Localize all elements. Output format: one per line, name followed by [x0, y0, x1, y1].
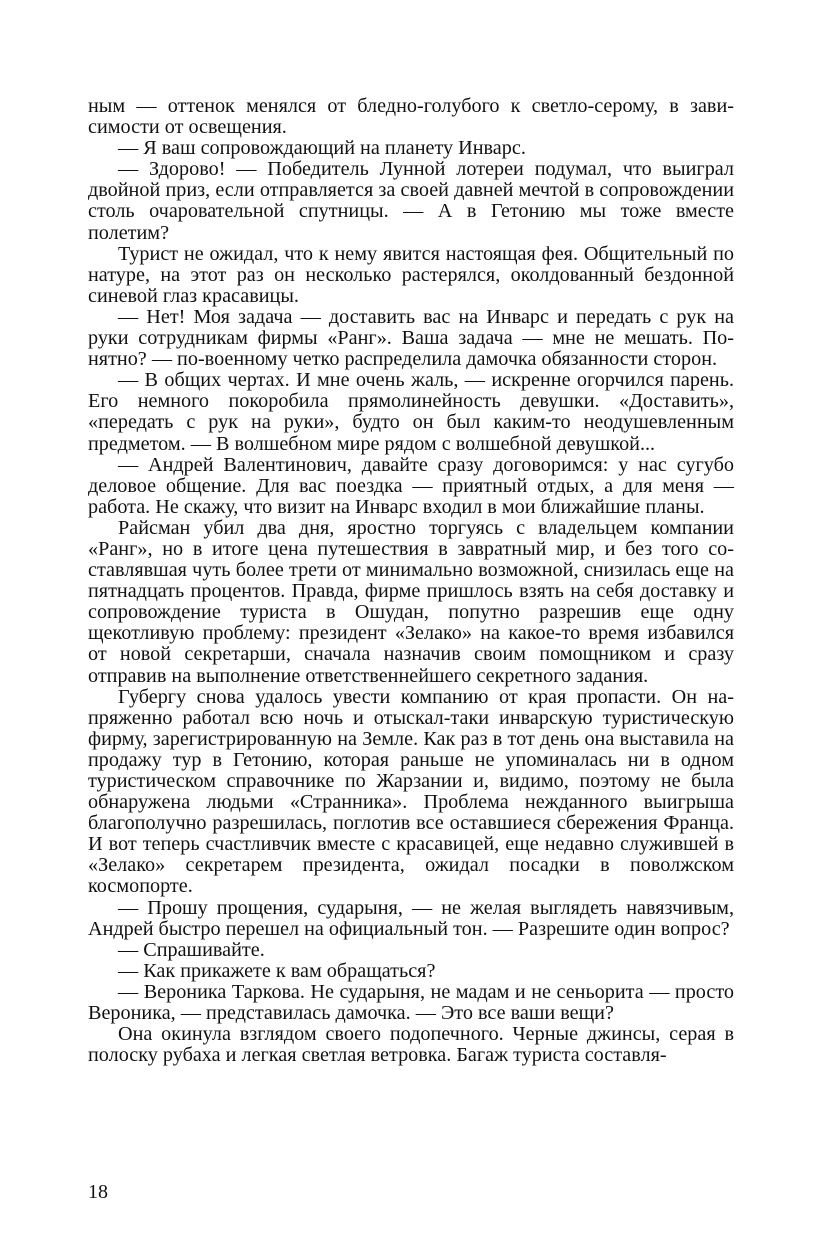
paragraph: Райсман убил два дня, яростно торгуясь с владельцем компании «Ранг», но в итоге цена путешествия в завратный мир, и без того составлявшая чуть более трети от минимально возможной, снизилась еще на пятнадцать процентов. Правда, фирме пришлось взять на себя доставку и сопровождение туриста в Ошудан, попутно разрешив еще одну щекотливую проблему: президент «Зелако» на какое-то время избавился от новой секретарши, сначала назначив своим помощником и сразу отправив на выполнение ответственнейшего секретного задания.	[88, 516, 734, 687]
paragraph: — Прошу прощения, сударыня, — не желая выглядеть навязчивым, Андрей быстро перешел на официальный тон. — Разрешите один вопрос?	[88, 896, 734, 940]
paragraph: — Андрей Валентинович, давайте сразу договоримся: у нас сугубо деловое общение. Для вас поездка — приятный отдых, а для меня — работа. Не скажу, что визит на Инварс входил в мои ближайшие планы.	[88, 453, 734, 518]
paragraph: — Спрашивайте.	[118, 938, 265, 961]
paragraph: — Вероника Таркова. Не сударыня, не мадам и не сеньорита — просто Вероника, — представилась дамочка. — Это все ваши вещи?	[88, 980, 734, 1025]
paragraph: — Здорово! — Победитель Лунной лотереи подумал, что выиграл двойной приз, если отправляется за своей давней мечтой в сопровождении столь очаровательной спутницы. — А в Гетонию мы тоже вместе полетим?	[88, 158, 734, 244]
paragraph: Она окинула взглядом своего подопечного. Черные джинсы, серая в полоску рубаха и легкая светлая ветровка. Багаж туриста составля-	[88, 1023, 734, 1067]
paragraph: ным — оттенок менялся от бледно-голубого к светло-серому, в зависимости от освещения.	[88, 95, 734, 139]
paragraph: — Я ваш сопровождающий на планету Инварс.	[118, 137, 526, 160]
paragraph: — В общих чертах. И мне очень жаль, — искренне огорчился парень. Его немного покоробила прямолинейность девушки. «Доставить», «передать с рук на руки», будто он был каким-то неодушевленным предметом. — В волшебном мире рядом с волшебной девушкой...	[88, 369, 734, 455]
paragraph: — Как прикажете к вам обращаться?	[118, 959, 436, 982]
paragraph: Турист не ожидал, что к нему явится настоящая фея. Общительный по натуре, на этот раз он несколько растерялся, околдованный бездонной синевой глаз красавицы.	[88, 242, 734, 307]
page-number: 18	[88, 1181, 108, 1203]
paragraph: Губергу снова удалось увести компанию от края пропасти. Он напряженно работал всю ночь и отыскал-таки инварскую туристическую фирму, зарегистрированную на Земле. Как раз в тот день она выставила на продажу тур в Гетонию, которая раньше не упоминалась ни в одном туристическом справочнике по Жарзании и, видимо, поэтому не была обнаружена людьми «Странника». Проблема нежданного выигрыша благополучно разрешилась, поглотив все оставшиеся сбережения Франца. И вот теперь счастливчик вместе с красавицей, еще недавно служившей в «Зелако» секретарем президента, ожидал посадки в поволжском космопорте.	[88, 685, 734, 898]
page-body	[88, 96, 734, 1066]
paragraph: — Нет! Моя задача — доставить вас на Инварс и передать с рук на руки сотрудникам фирмы «Ранг». Ваша задача — мне не мешать. Понятно? — по-военному четко распределила дамочка обязанности сторон.	[88, 305, 734, 371]
